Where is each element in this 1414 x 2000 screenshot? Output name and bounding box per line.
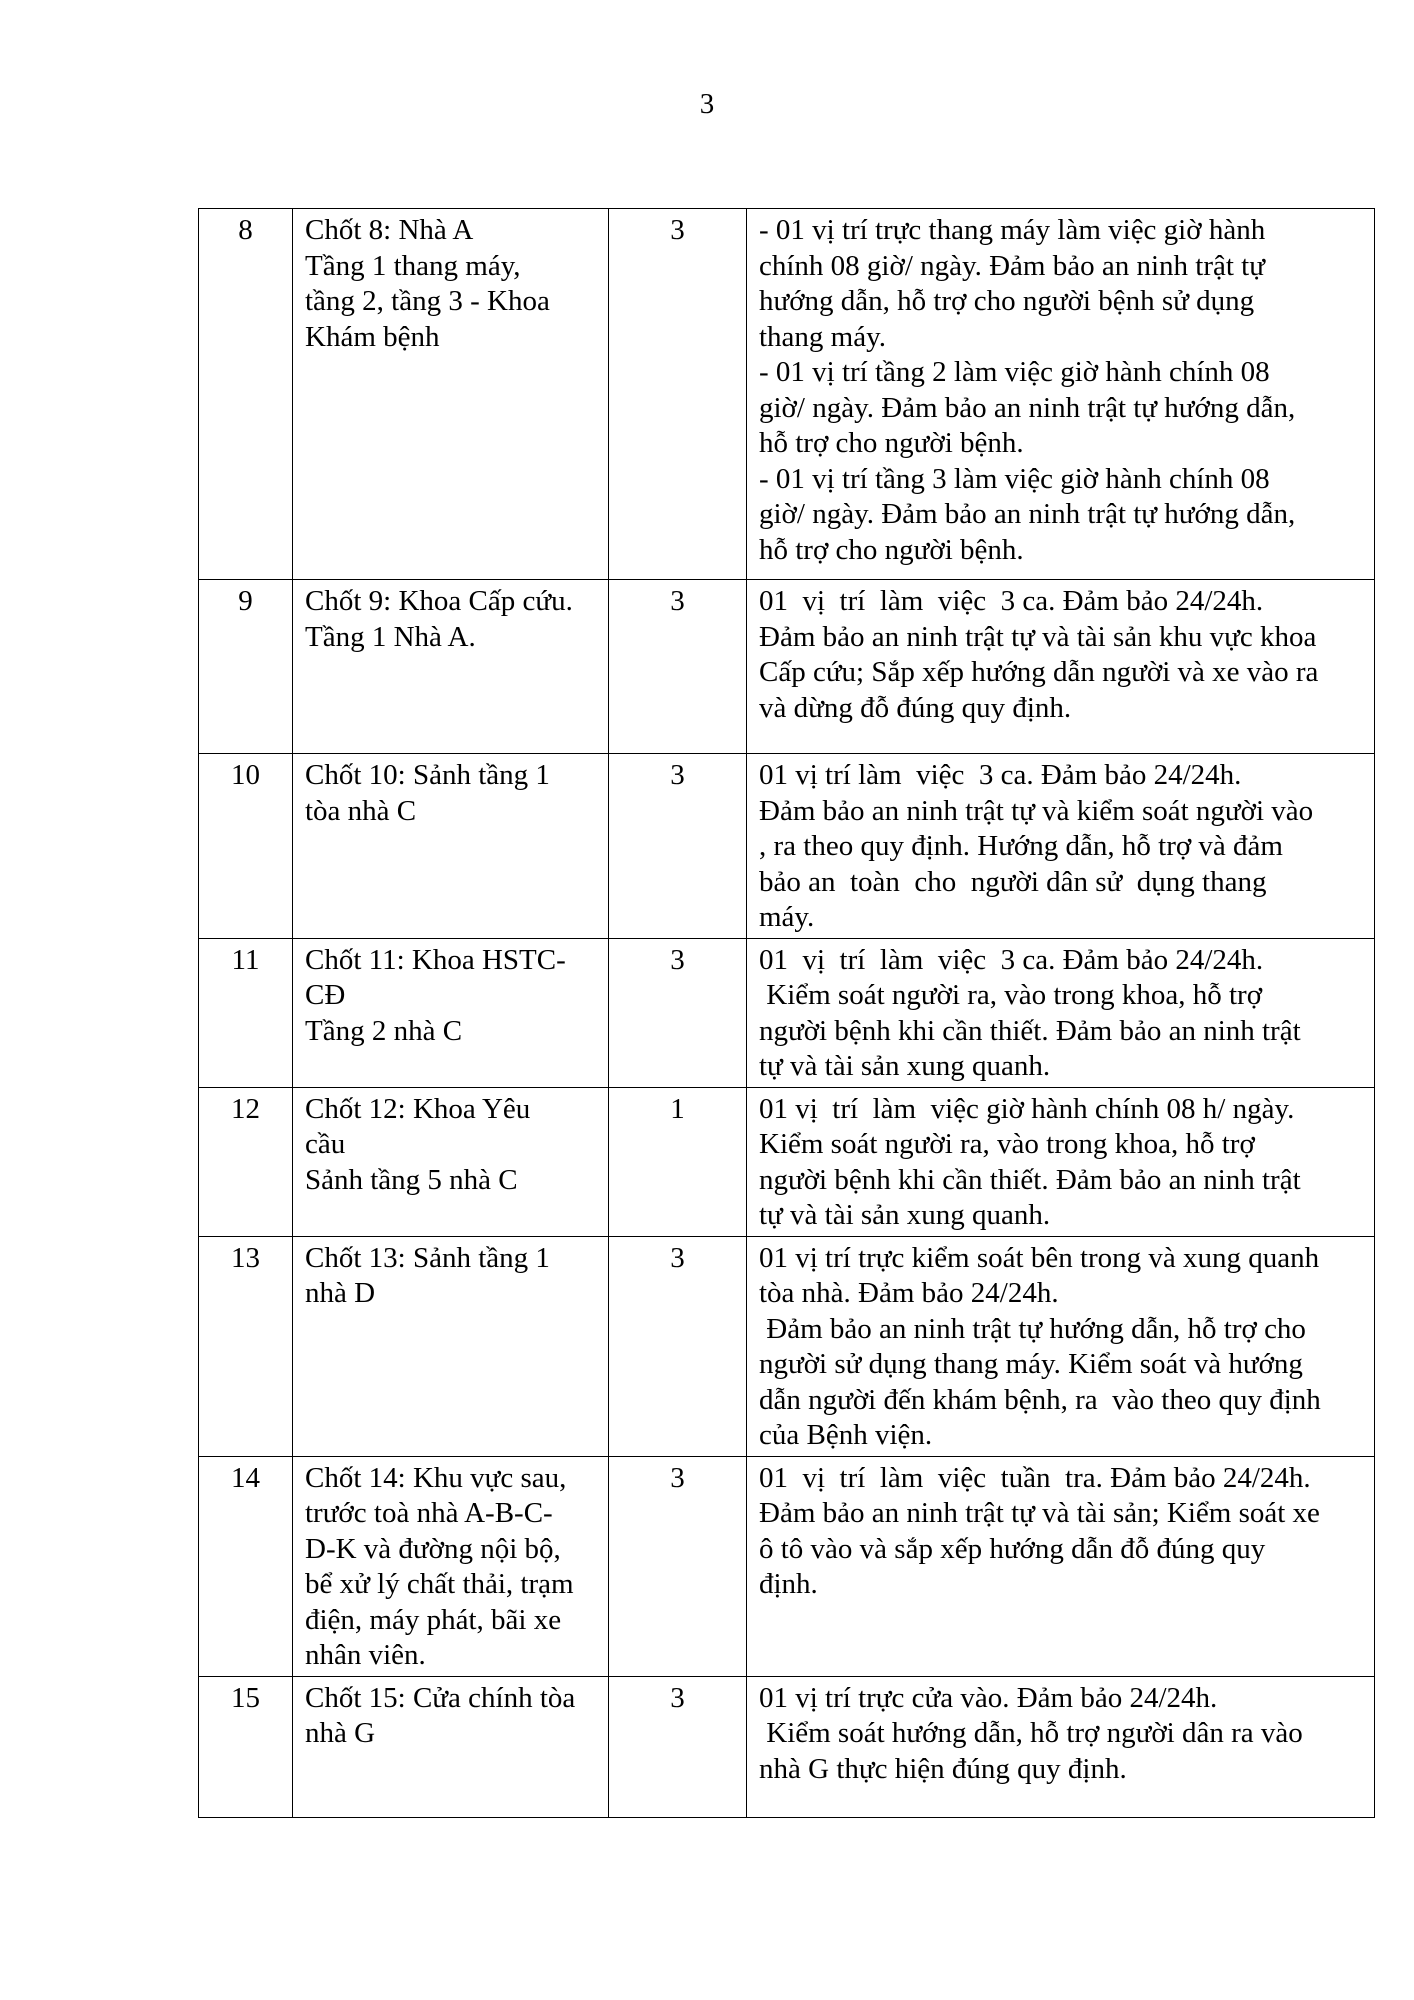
duty-description-line: thang máy.	[759, 320, 886, 353]
duty-description-line: Đảm bảo an ninh trật tự và tài sản khu vực khoa	[759, 620, 1317, 653]
post-location-cell	[293, 580, 609, 754]
row-number-cell: 12	[199, 1087, 293, 1236]
post-location-line: Tầng 1 Nhà A.	[305, 620, 476, 653]
post-location-line: trước toà nhà A-B-C-	[305, 1497, 553, 1529]
duty-description-line: hướng dẫn, hỗ trợ cho người bệnh sử dụng	[759, 285, 1255, 317]
post-location-line: Chốt 9: Khoa Cấp cứu.	[305, 585, 573, 617]
post-location-line: nhân viên.	[305, 1639, 426, 1671]
duty-description-line: - 01 vị trí trực thang máy làm việc giờ hành	[759, 214, 1266, 246]
duty-post-table	[198, 208, 1375, 1818]
duty-description-line: ô tô vào và sắp xếp hướng dẫn đỗ đúng quy	[759, 1532, 1266, 1565]
post-location-cell	[293, 938, 609, 1087]
page-number: 3	[699, 88, 715, 120]
table-row	[199, 1087, 1375, 1236]
duty-description-line: Kiểm soát người ra, vào trong khoa, hỗ trợ	[759, 979, 1263, 1011]
duty-description-cell	[747, 209, 1375, 580]
duty-description-line: 01 vị trí làm việc 3 ca. Đảm bảo 24/24h.	[759, 759, 1242, 791]
row-number-cell: 15	[199, 1676, 293, 1817]
row-number-cell: 14	[199, 1456, 293, 1676]
post-location-line: Tầng 2 nhà C	[305, 1014, 463, 1047]
post-location-cell	[293, 754, 609, 939]
duty-description-line: tòa nhà. Đảm bảo 24/24h.	[759, 1277, 1059, 1309]
duty-description-line: hỗ trợ cho người bệnh.	[759, 427, 1024, 459]
staff-count-cell: 3	[609, 754, 747, 939]
duty-description-cell	[747, 938, 1375, 1087]
duty-description-line: tự và tài sản xung quanh.	[759, 1199, 1051, 1231]
duty-description-cell	[747, 1236, 1375, 1456]
row-number-cell: 11	[199, 938, 293, 1087]
row-number-cell: 10	[199, 754, 293, 939]
post-location-line: Chốt 15: Cửa chính tòa	[305, 1681, 576, 1714]
post-location-line: Chốt 10: Sảnh tầng 1	[305, 759, 550, 791]
duty-description-cell	[747, 1087, 1375, 1236]
post-location-line: Chốt 8: Nhà A	[305, 214, 474, 246]
staff-count-cell: 3	[609, 938, 747, 1087]
duty-description-line: tự và tài sản xung quanh.	[759, 1050, 1051, 1082]
duty-description-line: bảo an toàn cho người dân sử dụng thang	[759, 865, 1267, 898]
duty-description-line: người bệnh khi cần thiết. Đảm bảo an ninh trật	[759, 1014, 1301, 1047]
post-location-line: tầng 2, tầng 3 - Khoa	[305, 285, 550, 317]
staff-count-cell: 3	[609, 1676, 747, 1817]
table-row	[199, 754, 1375, 939]
post-location-line: Khám bệnh	[305, 320, 440, 353]
duty-description-line: người bệnh khi cần thiết. Đảm bảo an ninh trật	[759, 1163, 1301, 1196]
duty-description-line: Đảm bảo an ninh trật tự hướng dẫn, hỗ trợ cho	[759, 1312, 1306, 1345]
table-row	[199, 580, 1375, 754]
duty-description-line: 01 vị trí làm việc 3 ca. Đảm bảo 24/24h.	[759, 585, 1264, 617]
table-row	[199, 1456, 1375, 1676]
post-location-cell	[293, 1676, 609, 1817]
staff-count-cell: 3	[609, 580, 747, 754]
duty-description-line: 01 vị trí làm việc 3 ca. Đảm bảo 24/24h.	[759, 943, 1264, 976]
post-location-line: Chốt 13: Sảnh tầng 1	[305, 1241, 550, 1274]
row-number-cell: 9	[199, 580, 293, 754]
post-location-line: CĐ	[305, 979, 346, 1011]
post-location-line: nhà D	[305, 1277, 376, 1309]
duty-description-cell	[747, 754, 1375, 939]
table-row	[199, 938, 1375, 1087]
staff-count-cell: 3	[609, 1236, 747, 1456]
duty-post-table-body	[199, 209, 1375, 1818]
duty-description-line: định.	[759, 1568, 818, 1600]
row-number-cell: 8	[199, 209, 293, 580]
post-location-line: Chốt 12: Khoa Yêu	[305, 1092, 531, 1125]
duty-description-line: 01 vị trí trực kiểm soát bên trong và xung quanh	[759, 1241, 1320, 1274]
table-row	[199, 1236, 1375, 1456]
duty-description-line: hỗ trợ cho người bệnh.	[759, 533, 1024, 566]
duty-description-line: , ra theo quy định. Hướng dẫn, hỗ trợ và đảm	[759, 830, 1283, 862]
duty-description-line: máy.	[759, 901, 815, 933]
post-location-line: bể xử lý chất thải, trạm	[305, 1568, 574, 1600]
duty-description-line: của Bệnh viện.	[759, 1419, 933, 1451]
post-location-line: D-K và đường nội bộ,	[305, 1532, 561, 1565]
duty-description-line: và dừng đỗ đúng quy định.	[759, 691, 1072, 724]
duty-description-line: 01 vị trí làm việc tuần tra. Đảm bảo 24/24h.	[759, 1461, 1311, 1494]
post-location-line: Tầng 1 thang máy,	[305, 249, 521, 282]
post-location-line: Chốt 11: Khoa HSTC-	[305, 943, 566, 976]
duty-description-line: Đảm bảo an ninh trật tự và kiểm soát người vào	[759, 794, 1314, 827]
duty-description-line: Đảm bảo an ninh trật tự và tài sản; Kiểm soát xe	[759, 1497, 1320, 1529]
post-location-line: Sảnh tầng 5 nhà C	[305, 1163, 518, 1196]
duty-description-line: 01 vị trí làm việc giờ hành chính 08 h/ ngày.	[759, 1092, 1295, 1125]
duty-description-cell	[747, 1676, 1375, 1817]
duty-description-line: giờ/ ngày. Đảm bảo an ninh trật tự hướng dẫn,	[759, 498, 1296, 530]
post-location-cell	[293, 1456, 609, 1676]
duty-description-line: Kiểm soát hướng dẫn, hỗ trợ người dân ra vào	[759, 1717, 1303, 1749]
post-location-line: Chốt 14: Khu vực sau,	[305, 1461, 567, 1494]
table-row	[199, 209, 1375, 580]
duty-description-line: chính 08 giờ/ ngày. Đảm bảo an ninh trật tự	[759, 249, 1265, 282]
duty-description-line: - 01 vị trí tầng 2 làm việc giờ hành chính 08	[759, 356, 1270, 388]
post-location-line: nhà G	[305, 1717, 376, 1749]
staff-count-cell: 3	[609, 209, 747, 580]
duty-description-line: người sử dụng thang máy. Kiểm soát và hướng	[759, 1348, 1303, 1380]
post-location-line: cầu	[305, 1128, 346, 1160]
duty-description-line: giờ/ ngày. Đảm bảo an ninh trật tự hướng dẫn,	[759, 391, 1296, 424]
duty-description-line: dẫn người đến khám bệnh, ra vào theo quy định	[759, 1383, 1321, 1416]
post-location-cell	[293, 1087, 609, 1236]
duty-description-line: - 01 vị trí tầng 3 làm việc giờ hành chính 08	[759, 462, 1270, 495]
table-row	[199, 1676, 1375, 1817]
staff-count-cell: 3	[609, 1456, 747, 1676]
duty-description-cell	[747, 580, 1375, 754]
post-location-line: điện, máy phát, bãi xe	[305, 1603, 562, 1636]
duty-description-line: Kiểm soát người ra, vào trong khoa, hỗ trợ	[759, 1128, 1255, 1160]
post-location-cell	[293, 1236, 609, 1456]
post-location-line: tòa nhà C	[305, 794, 417, 827]
duty-description-line: nhà G thực hiện đúng quy định.	[759, 1752, 1127, 1785]
row-number-cell: 13	[199, 1236, 293, 1456]
staff-count-cell: 1	[609, 1087, 747, 1236]
duty-description-line: 01 vị trí trực cửa vào. Đảm bảo 24/24h.	[759, 1681, 1218, 1714]
duty-description-line: Cấp cứu; Sắp xếp hướng dẫn người và xe vào ra	[759, 656, 1319, 688]
post-location-cell	[293, 209, 609, 580]
duty-description-cell	[747, 1456, 1375, 1676]
